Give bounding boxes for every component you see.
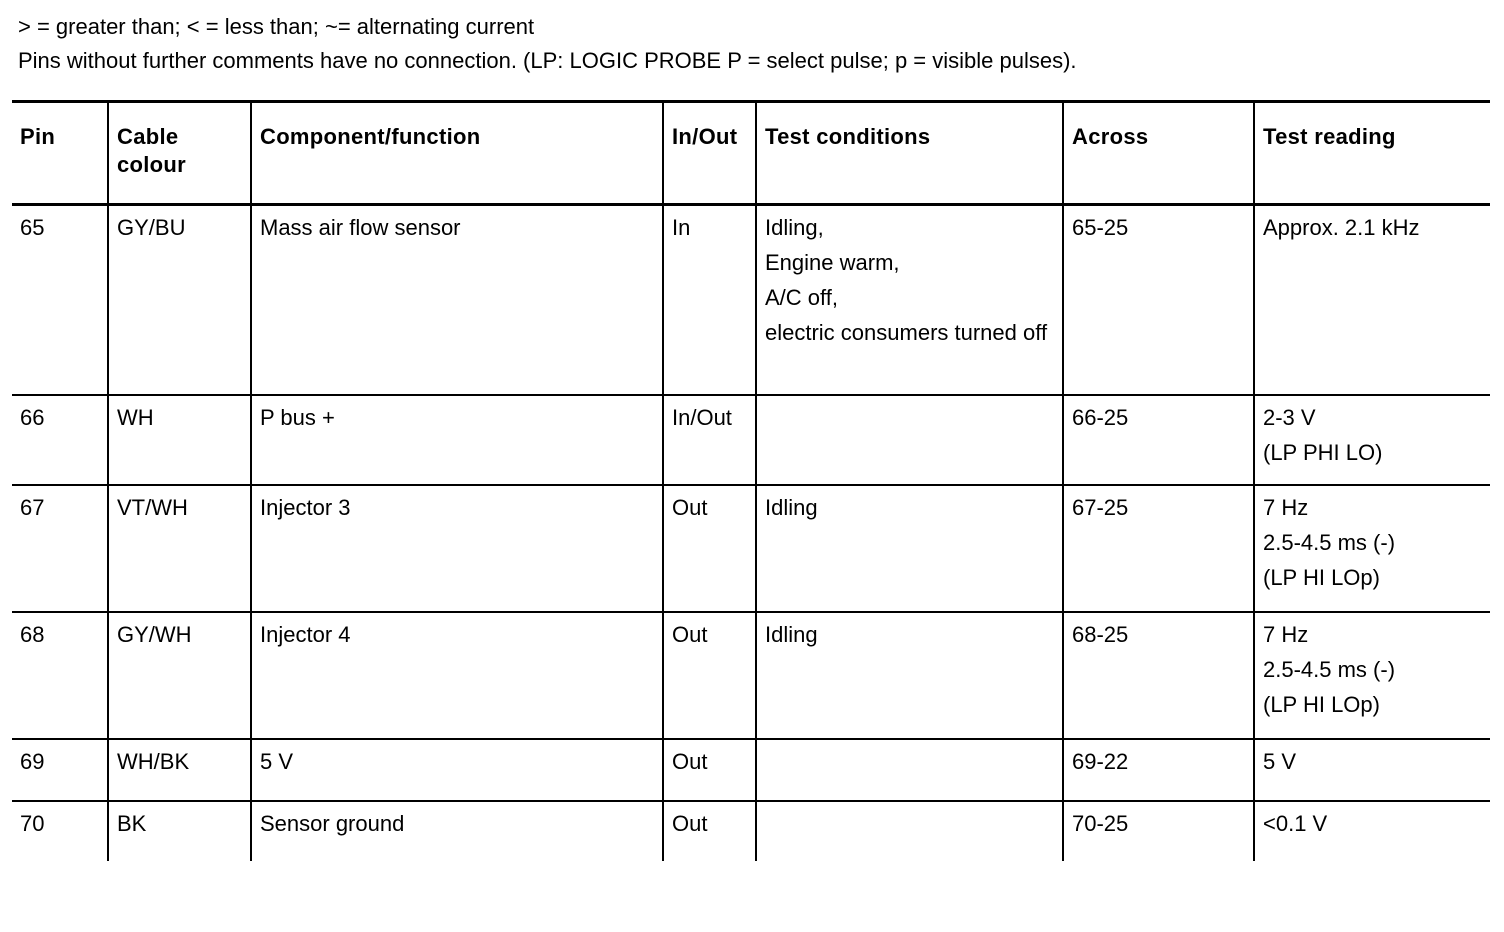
cell-reading <box>1254 395 1490 485</box>
pin-test-table <box>12 100 1490 861</box>
cell-across: 66-25 <box>1063 395 1254 485</box>
table-row <box>12 801 1490 861</box>
header-cable-line1: Cable <box>117 124 179 149</box>
reading-line: 2.5-4.5 ms (-) <box>1263 529 1396 555</box>
header-test-reading: Test reading <box>1254 102 1490 205</box>
cell-pin: 70 <box>20 810 45 836</box>
cell-cable: BK <box>108 801 251 861</box>
header-test-conditions: Test conditions <box>756 102 1063 205</box>
cell-conditions <box>756 612 1063 739</box>
cell-component: Injector 3 <box>251 485 663 612</box>
cell-reading <box>1254 612 1490 739</box>
cell-across: 68-25 <box>1063 612 1254 739</box>
reading-line: 5 V <box>1263 748 1297 774</box>
cell-across: 69-22 <box>1063 739 1254 801</box>
cell-in-out: In <box>663 205 756 395</box>
legend-notes <box>18 10 1077 78</box>
cell-pin: 66 <box>20 404 45 430</box>
cell-cable: GY/WH <box>108 612 251 739</box>
cell-across: 70-25 <box>1063 801 1254 861</box>
condition-line: Idling, <box>765 215 824 240</box>
cell-component: 5 V <box>251 739 663 801</box>
header-across: Across <box>1063 102 1254 205</box>
reading-line: <0.1 V <box>1263 810 1328 836</box>
condition-line: Idling <box>765 494 818 520</box>
cell-in-out: In/Out <box>663 395 756 485</box>
cell-in-out: Out <box>663 612 756 739</box>
header-pin: Pin <box>20 124 56 149</box>
header-cable-line2: colour <box>117 152 187 177</box>
table-row <box>12 739 1490 801</box>
cell-cable: WH <box>108 395 251 485</box>
reading-line: (LP HI LOp) <box>1263 691 1380 717</box>
header-cable-colour <box>108 102 251 205</box>
cell-pin: 67 <box>20 494 45 520</box>
cell-cable: VT/WH <box>108 485 251 612</box>
table-header-row <box>12 102 1490 205</box>
cell-pin: 68 <box>20 621 45 647</box>
condition-line: A/C off, <box>765 285 838 310</box>
cell-cable: WH/BK <box>108 739 251 801</box>
cell-conditions <box>756 739 1063 801</box>
cell-across: 65-25 <box>1063 205 1254 395</box>
reading-line: 7 Hz <box>1263 621 1309 647</box>
cell-in-out: Out <box>663 739 756 801</box>
cell-component: Sensor ground <box>251 801 663 861</box>
reading-line: 2-3 V <box>1263 404 1316 430</box>
condition-line: Engine warm, <box>765 250 900 275</box>
cell-pin: 69 <box>20 748 45 774</box>
cell-across: 67-25 <box>1063 485 1254 612</box>
cell-cable: GY/BU <box>108 205 251 395</box>
cell-pin: 65 <box>20 215 45 240</box>
cell-component: Injector 4 <box>251 612 663 739</box>
reading-line: (LP PHI LO) <box>1263 439 1383 465</box>
cell-reading <box>1254 801 1490 861</box>
legend-line-probe: Pins without further comments have no connection. (LP: LOGIC PROBE P = select pulse; p = visible pulses). <box>18 48 1077 73</box>
reading-line: 7 Hz <box>1263 494 1309 520</box>
cell-conditions <box>756 801 1063 861</box>
cell-conditions <box>756 205 1063 395</box>
table-row <box>12 612 1490 739</box>
reading-line: (LP HI LOp) <box>1263 564 1380 590</box>
cell-in-out: Out <box>663 801 756 861</box>
header-in-out: In/Out <box>663 102 756 205</box>
cell-conditions <box>756 485 1063 612</box>
reading-line: 2.5-4.5 ms (-) <box>1263 656 1396 682</box>
cell-in-out: Out <box>663 485 756 612</box>
reading-line: Approx. 2.1 kHz <box>1263 215 1420 240</box>
legend-line-symbols: > = greater than; < = less than; ~= alternating current <box>18 14 535 39</box>
table-row <box>12 395 1490 485</box>
cell-reading <box>1254 739 1490 801</box>
table-row <box>12 485 1490 612</box>
condition-line: electric consumers turned off <box>765 320 1048 345</box>
table-row <box>12 205 1490 395</box>
cell-component: P bus + <box>251 395 663 485</box>
cell-reading <box>1254 485 1490 612</box>
cell-reading <box>1254 205 1490 395</box>
cell-component: Mass air flow sensor <box>251 205 663 395</box>
header-component: Component/function <box>251 102 663 205</box>
cell-conditions <box>756 395 1063 485</box>
condition-line: Idling <box>765 621 818 647</box>
